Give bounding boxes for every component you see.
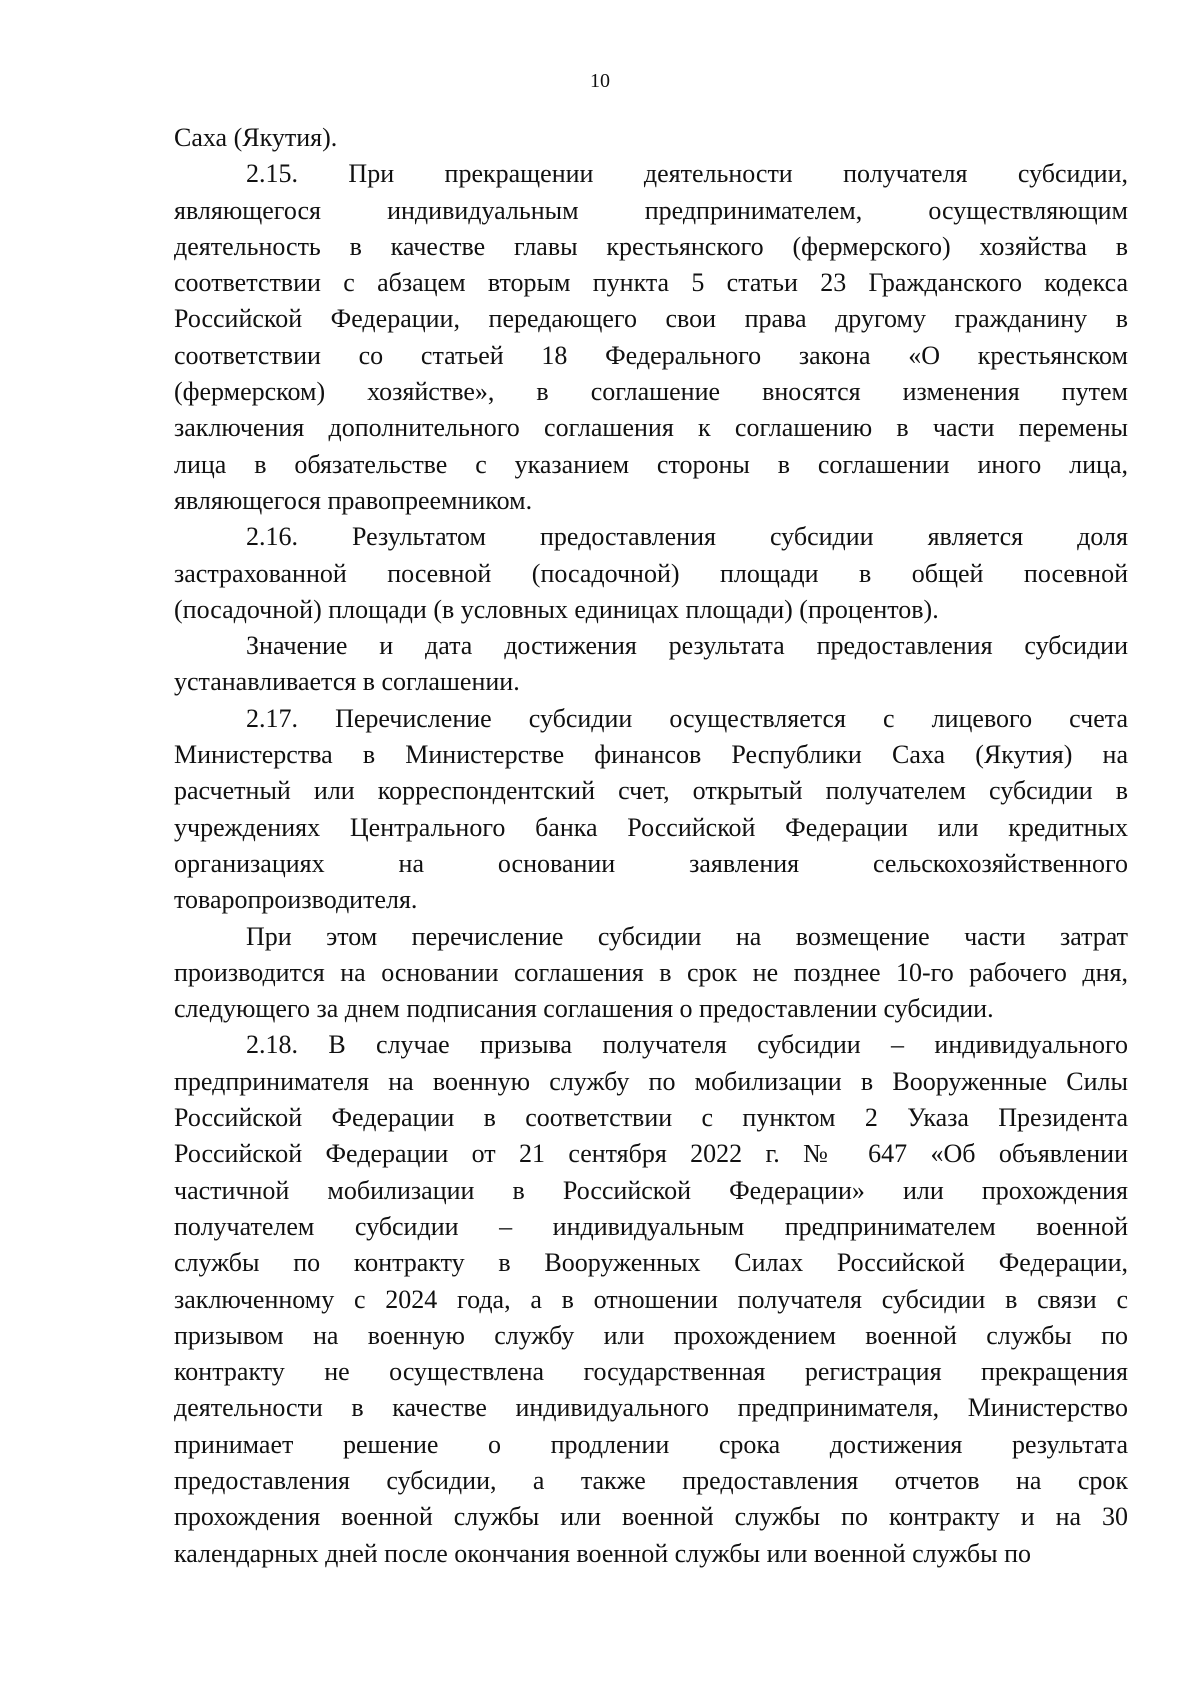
text-line: предоставления субсидии, а также предоставления отчетов на срок [174, 1465, 1128, 1495]
text-line: расчетный или корреспондентский счет, открытый получателем субсидии в [174, 776, 1128, 806]
text-line: производится на основании соглашения в срок не позднее 10-го рабочего дня, [174, 957, 1128, 987]
text-line: призывом на военную службу или прохождением военной службы по [174, 1320, 1128, 1350]
text-line: заключения дополнительного соглашения к соглашению в части перемены [174, 413, 1128, 443]
text-line: 2.15. При прекращении деятельности получателя субсидии, [246, 159, 1128, 189]
page-number: 10 [590, 70, 610, 92]
text-line: Российской Федерации от 21 сентября 2022 г. № 647 «Об объявлении [174, 1139, 1128, 1169]
text-line: 2.18. В случае призыва получателя субсидии – индивидуального [246, 1030, 1128, 1060]
paragraph-p5 [174, 919, 1128, 1028]
paragraph-p4 [174, 701, 1128, 919]
text-line: прохождения военной службы или военной службы по контракту и на 30 [174, 1502, 1128, 1532]
text-line: застрахованной посевной (посадочной) площади в общей посевной [174, 558, 1128, 588]
text-line: При этом перечисление субсидии на возмещение части затрат [246, 921, 1128, 951]
text-line: соответствии со статьей 18 Федерального закона «О крестьянском [174, 340, 1128, 370]
text-line: частичной мобилизации в Российской Федерации» или прохождения [174, 1175, 1128, 1205]
text-line: (посадочной) площади (в условных единицах площади) (процентов). [174, 594, 939, 624]
text-line: являющегося правопреемником. [174, 485, 533, 515]
text-line: товаропроизводителя. [174, 885, 418, 915]
text-line: являющегося индивидуальным предпринимателем, осуществляющим [174, 195, 1128, 225]
text-line: принимает решение о продлении срока достижения результата [174, 1429, 1128, 1459]
text-line: календарных дней после окончания военной службы или военной службы по [174, 1538, 1032, 1568]
text-line: Министерства в Министерстве финансов Республики Саха (Якутия) на [174, 740, 1128, 770]
text-line: заключенному с 2024 года, а в отношении получателя субсидии в связи с [174, 1284, 1128, 1314]
text-line: Саха (Якутия). [174, 123, 338, 152]
document-body [174, 120, 1128, 1572]
paragraph-p6 [174, 1027, 1128, 1571]
text-line: соответствии с абзацем вторым пункта 5 статьи 23 Гражданского кодекса [174, 268, 1128, 298]
text-line: 2.17. Перечисление субсидии осуществляется с лицевого счета [246, 703, 1128, 733]
text-line: службы по контракту в Вооруженных Силах Российской Федерации, [174, 1248, 1128, 1278]
paragraph-p0 [174, 120, 1128, 156]
text-line: Значение и дата достижения результата предоставления субсидии [246, 631, 1128, 661]
paragraph-p1 [174, 156, 1128, 519]
paragraph-p3 [174, 628, 1128, 701]
paragraph-p2 [174, 519, 1128, 628]
text-line: Российской Федерации, передающего свои права другому гражданину в [174, 304, 1128, 334]
text-line: предпринимателя на военную службу по мобилизации в Вооруженные Силы [174, 1066, 1128, 1096]
text-line: получателем субсидии – индивидуальным предпринимателем военной [174, 1211, 1128, 1241]
text-line: деятельности в качестве индивидуального предпринимателя, Министерство [174, 1393, 1128, 1423]
text-line: следующего за днем подписания соглашения о предоставлении субсидии. [174, 994, 994, 1024]
text-line: организациях на основании заявления сельскохозяйственного [174, 848, 1128, 878]
text-line: деятельность в качестве главы крестьянского (фермерского) хозяйства в [174, 231, 1128, 261]
text-line: лица в обязательстве с указанием стороны в соглашении иного лица, [174, 449, 1128, 479]
text-line: контракту не осуществлена государственная регистрация прекращения [174, 1357, 1128, 1387]
text-line: 2.16. Результатом предоставления субсидии является доля [246, 522, 1128, 552]
text-line: Российской Федерации в соответствии с пунктом 2 Указа Президента [174, 1103, 1128, 1133]
text-line: учреждениях Центрального банка Российской Федерации или кредитных [174, 812, 1128, 842]
text-line: устанавливается в соглашении. [174, 667, 520, 697]
text-line: (фермерском) хозяйстве», в соглашение вносятся изменения путем [174, 377, 1128, 407]
